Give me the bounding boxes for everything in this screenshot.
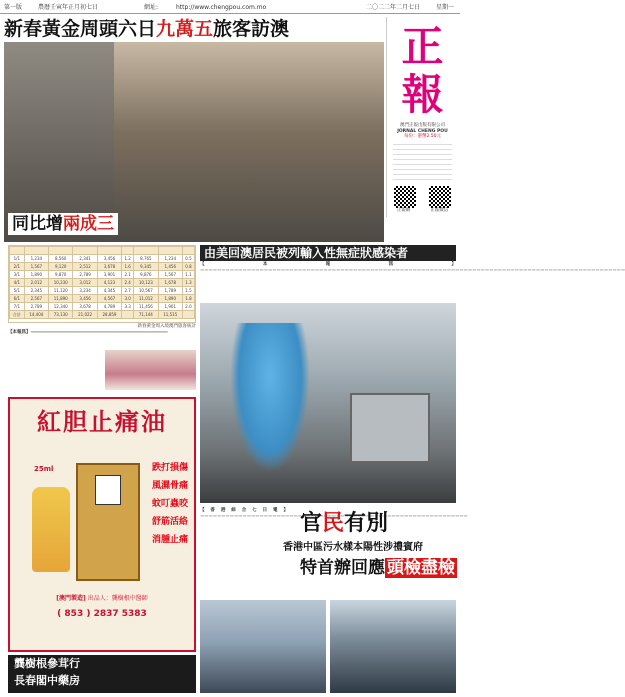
table-cell: 1.2	[122, 255, 134, 263]
table-cell: 73,130	[49, 311, 73, 319]
main-headline: 新春黃金周頭六日九萬五旅客訪澳	[4, 18, 290, 40]
table-cell: 1,901	[158, 303, 182, 311]
table-cell: 21,022	[73, 311, 97, 319]
table-cell: 1,234	[158, 255, 182, 263]
main-photo	[4, 42, 384, 242]
left-article-photo	[105, 350, 196, 390]
website-text: 網址: http://www.chengpou.com.mo	[144, 4, 267, 11]
table-cell: 11,012	[134, 295, 158, 303]
table-cell	[182, 247, 194, 255]
table-cell	[122, 311, 134, 319]
table-cell: 4,789	[97, 303, 121, 311]
table-cell: 1.8	[182, 295, 194, 303]
table-cell: 2,567	[24, 295, 48, 303]
table-cell: 4,567	[97, 295, 121, 303]
table-cell: 2,789	[73, 271, 97, 279]
story2-headline: 由美回澳居民被列輸入性無症狀感染者	[200, 245, 456, 261]
table-cell: 6/1	[10, 295, 25, 303]
table-cell: 1,890	[24, 271, 48, 279]
table-cell: 28,859	[97, 311, 121, 319]
table-cell	[158, 247, 182, 255]
table-caption: 新春黃金周入境澳門旅客統計	[137, 324, 196, 329]
table-cell	[10, 247, 25, 255]
table-cell: 10,230	[49, 279, 73, 287]
table-row	[10, 311, 195, 319]
ad-phone[interactable]: ( 853 ) 2837 5383	[57, 609, 147, 619]
ad-title: 紅胆止痛油	[37, 407, 167, 436]
ad-shops	[8, 655, 196, 693]
protective-suit-worker	[230, 323, 310, 473]
masthead-price: 每份：港幣2.50元	[403, 134, 442, 139]
table-cell: 0.8	[182, 263, 194, 271]
table-cell: 3.3	[122, 303, 134, 311]
qr-label-web: 正報網	[396, 207, 411, 213]
table-cell: 3,678	[97, 263, 121, 271]
shop-front-image	[4, 42, 114, 242]
table-cell: 3,234	[73, 287, 97, 295]
table-cell: 11,890	[49, 295, 73, 303]
ad-shop-2: 長春閣中藥房	[14, 674, 80, 687]
qr-code-wechat[interactable]	[429, 186, 451, 208]
qr-label-wechat: 正報微信	[430, 207, 449, 213]
table-cell: 1/1	[10, 255, 25, 263]
table-cell: 4,123	[97, 279, 121, 287]
masthead-char-1: 正	[401, 22, 444, 71]
table-cell: 1,567	[158, 271, 182, 279]
website-link[interactable]: http://www.chengpou.com.mo	[175, 4, 267, 11]
ad-panel[interactable]	[8, 397, 196, 652]
ad-volume: 25ml	[34, 465, 54, 473]
table-cell: 1.1	[182, 271, 194, 279]
issue-date: 二〇二二年二月七日	[365, 4, 420, 11]
table-cell: 3,456	[97, 255, 121, 263]
table-row	[10, 287, 195, 295]
masthead-english: JORNAL CHENG POU	[397, 128, 448, 134]
page-header-bar	[0, 0, 460, 14]
table-cell: 11,456	[134, 303, 158, 311]
table-cell: 71,144	[134, 311, 158, 319]
table-cell: 0.5	[182, 255, 194, 263]
table-cell	[134, 247, 158, 255]
table-cell: 8,765	[134, 255, 158, 263]
hk-skyline-photo	[200, 600, 326, 693]
table-cell: 14,404	[24, 311, 48, 319]
table-cell: 合計	[10, 311, 25, 319]
testing-queue-photo	[330, 600, 456, 693]
masthead-org: 澳門正報出版有限公司	[400, 123, 445, 128]
table-cell: 5/1	[10, 287, 25, 295]
table-cell: 10,123	[134, 279, 158, 287]
table-cell: 8,560	[49, 255, 73, 263]
table-cell: 9,876	[134, 271, 158, 279]
table-cell: 1,678	[158, 279, 182, 287]
left-article-lead: 【本報訊】	[8, 330, 31, 335]
visitor-table	[8, 245, 196, 323]
ad-maker-line: [澳門製造] 出品人：龔樹根中醫師	[56, 595, 148, 602]
ad-bottle	[32, 487, 70, 572]
masthead-char-2: 報	[401, 70, 444, 119]
table-row	[10, 271, 195, 279]
table-cell: 2.0	[182, 303, 194, 311]
table-cell: 2,341	[73, 255, 97, 263]
page-number: 第一版	[4, 4, 23, 11]
story2-body	[200, 262, 625, 300]
street-crowd-image	[114, 42, 384, 242]
table-cell: 3,678	[73, 303, 97, 311]
table-cell: 1.5	[182, 287, 194, 295]
masthead	[386, 17, 458, 217]
table-row	[10, 255, 195, 263]
story2-lead: 【本報訊】	[200, 262, 456, 267]
table-cell: 9,870	[49, 271, 73, 279]
story3-headline-2: 特首辦回應 頭檢盡檢	[300, 558, 455, 578]
table-cell: 11,120	[49, 287, 73, 295]
table-cell: 1,234	[24, 255, 48, 263]
table-cell	[182, 311, 194, 319]
ad-shop-1: 龔樹根參茸行	[14, 657, 80, 670]
sub-headline: 同比增兩成三	[8, 213, 118, 235]
ad-portrait	[95, 475, 121, 505]
table-cell: 1,789	[158, 287, 182, 295]
table-cell: 7/1	[10, 303, 25, 311]
story3-headline: 官民有別	[300, 510, 389, 536]
table-cell: 1,456	[158, 263, 182, 271]
table-cell: 3/1	[10, 271, 25, 279]
table-row	[10, 263, 195, 271]
table-cell: 3,012	[73, 279, 97, 287]
masthead-filler	[393, 144, 452, 182]
table-cell	[24, 247, 48, 255]
table-cell	[97, 247, 121, 255]
table-cell: 11,515	[158, 311, 182, 319]
table-cell: 2.1	[122, 271, 134, 279]
table-row	[10, 279, 195, 287]
table-cell: 9,345	[134, 263, 158, 271]
ad-claims: 跌打損傷 風濕骨痛 蚊叮蟲咬 舒筋活絡 消腫止痛	[151, 463, 188, 545]
table-cell: 10,567	[134, 287, 158, 295]
table-row	[10, 295, 195, 303]
table-cell: 3,901	[97, 271, 121, 279]
table-cell: 1,890	[158, 295, 182, 303]
table-cell: 3.0	[122, 295, 134, 303]
table-cell: 2.4	[122, 279, 134, 287]
table-cell: 3,456	[73, 295, 97, 303]
qr-code-web[interactable]	[394, 186, 416, 208]
ad-box	[76, 463, 140, 581]
table-cell: 2,789	[24, 303, 48, 311]
story2-photo	[200, 303, 456, 503]
table-cell: 1.6	[122, 263, 134, 271]
story3-subhead: 香港中區污水樣本陽性涉禮賓府	[283, 542, 423, 553]
table-cell: 9,120	[49, 263, 73, 271]
story3-lead: 【香港綜合七日電】	[200, 508, 288, 513]
table-row	[10, 303, 195, 311]
table-cell: 2/1	[10, 263, 25, 271]
story3-text-placeholder: ▬▬▬▬▬▬▬▬▬▬▬▬▬▬▬▬▬▬▬▬▬▬▬▬▬▬▬▬▬▬▬▬▬▬▬▬▬▬▬▬▬▬▬▬▬▬▬▬▬▬▬▬▬▬▬▬▬▬▬▬▬▬▬	[200, 514, 468, 519]
table-cell: 12,340	[49, 303, 73, 311]
table-cell: 4/1	[10, 279, 25, 287]
table-cell: 1,567	[24, 263, 48, 271]
table-row	[10, 247, 195, 255]
table-cell: 2,345	[24, 287, 48, 295]
left-article	[8, 330, 196, 350]
table-cell	[73, 247, 97, 255]
table-cell: 2,512	[73, 263, 97, 271]
lunar-date: 農曆壬寅年正月初七日	[38, 4, 99, 11]
table-cell	[122, 247, 134, 255]
cart	[350, 393, 430, 463]
table-cell: 1.3	[182, 279, 194, 287]
weekday: 星期一	[435, 4, 454, 11]
table-cell: 2.7	[122, 287, 134, 295]
left-article-body: ▬▬▬▬▬▬▬▬▬▬▬▬▬▬▬▬▬▬▬▬▬▬▬▬▬▬▬▬▬▬▬▬▬▬▬▬▬▬▬▬▬▬	[30, 330, 168, 335]
story2-text-placeholder: ▬▬▬▬▬▬▬▬▬▬▬▬▬▬▬▬▬▬▬▬▬▬▬▬▬▬▬▬▬▬▬▬▬▬▬▬▬▬▬▬▬▬▬▬▬▬▬▬▬▬▬▬▬▬▬▬▬▬▬▬▬▬▬▬▬▬▬▬▬▬▬▬▬▬▬▬▬▬▬▬▬▬▬▬▬▬▬▬▬▬▬▬▬▬▬▬▬▬▬▬	[200, 268, 625, 273]
table-cell: 2,012	[24, 279, 48, 287]
table-cell: 4,345	[97, 287, 121, 295]
table-cell	[49, 247, 73, 255]
